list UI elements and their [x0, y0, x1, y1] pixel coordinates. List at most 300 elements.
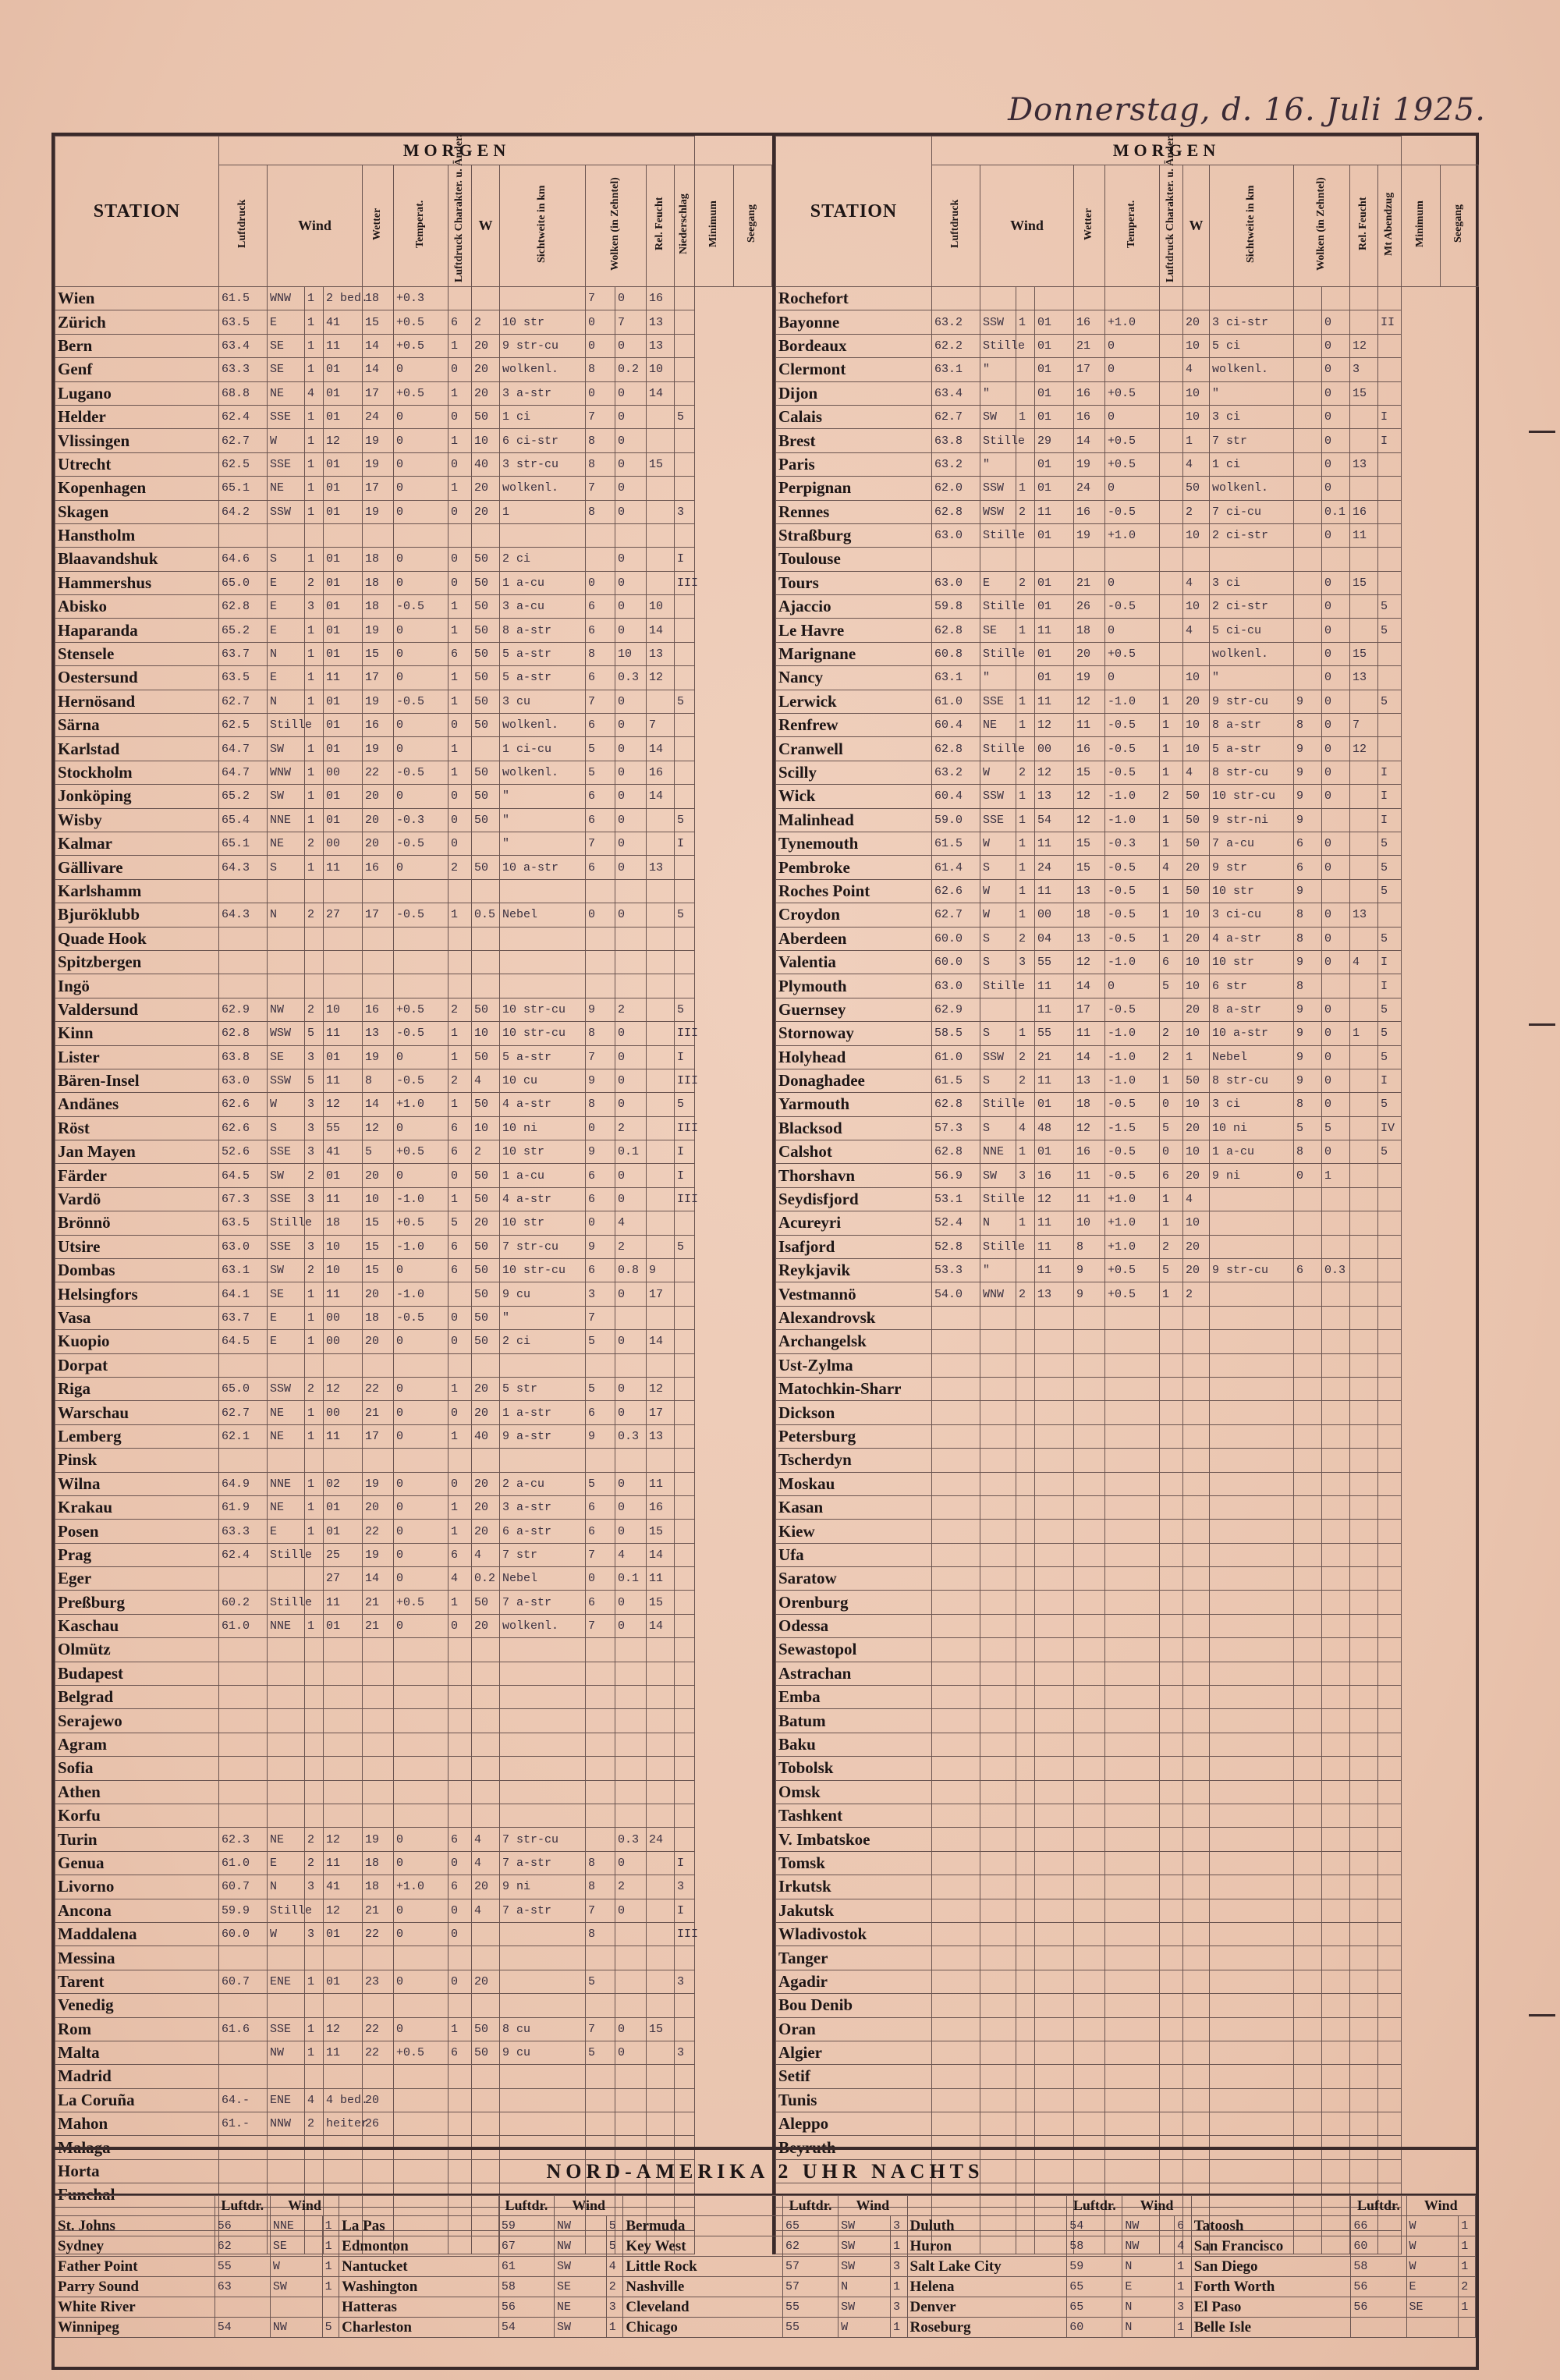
observation-cell: 0 [448, 808, 472, 832]
observation-cell: 10 [1183, 1022, 1210, 1045]
observation-cell: 2 [448, 998, 472, 1021]
observation-cell [1035, 1780, 1074, 1804]
observation-cell: Stille [268, 1899, 305, 1922]
observation-cell: 65.0 [219, 1377, 268, 1400]
table-row [55, 714, 772, 737]
observation-cell [1183, 1780, 1210, 1804]
observation-cell [1210, 1472, 1294, 1495]
observation-cell: 7 str-cu [500, 1828, 586, 1851]
observation-cell [1183, 287, 1210, 310]
observation-cell [1322, 1330, 1350, 1353]
observation-cell [1016, 1662, 1035, 1685]
na-station-name: Little Rock [623, 2257, 783, 2277]
observation-cell: 60.7 [219, 1970, 268, 1993]
observation-cell [1160, 1709, 1183, 1733]
observation-cell: 01 [324, 1970, 363, 1993]
observation-cell: 14 [1074, 974, 1105, 998]
observation-cell: -0.5 [394, 1306, 448, 1329]
observation-cell [1035, 1662, 1074, 1685]
observation-cell: 0 [1322, 1069, 1350, 1092]
observation-cell [1210, 1662, 1294, 1685]
column-header-label: Rel. Feucht [654, 197, 666, 251]
observation-cell: 0 [394, 452, 448, 476]
observation-cell: 0 [615, 1472, 647, 1495]
observation-cell [472, 1946, 500, 1970]
table-row [55, 1353, 772, 1377]
observation-cell [1035, 1804, 1074, 1828]
observation-cell [1016, 1449, 1035, 1472]
observation-cell [1160, 1733, 1183, 1756]
observation-cell: 3 [1016, 1164, 1035, 1187]
table-row [55, 2216, 1476, 2236]
observation-cell [1294, 334, 1322, 357]
observation-cell [1350, 1591, 1378, 1614]
observation-cell [615, 523, 647, 547]
observation-cell [448, 1733, 472, 1756]
observation-cell: NNW [268, 2112, 305, 2136]
observation-cell: " [500, 1306, 586, 1329]
table-row [55, 1828, 772, 1851]
observation-cell [1350, 1306, 1378, 1329]
observation-cell: 1 a-str [500, 1401, 586, 1424]
station-name: Blaavandshuk [55, 548, 219, 571]
station-name: Blacksod [776, 1116, 932, 1140]
table-row [776, 1970, 1479, 1993]
observation-cell [675, 1686, 695, 1709]
na-station-name: Duluth [907, 2216, 1067, 2236]
observation-cell: 0 [586, 334, 615, 357]
observation-cell: 6 [586, 1591, 615, 1614]
table-row [55, 1235, 772, 1258]
table-row [776, 1353, 1479, 1377]
observation-cell: 3 ci [1210, 571, 1294, 594]
observation-cell [1294, 2065, 1322, 2088]
observation-cell: Stille [268, 1543, 305, 1566]
station-name: Pembroke [776, 856, 932, 879]
observation-cell: 1 a-cu [500, 1164, 586, 1187]
station-name: Stensele [55, 642, 219, 665]
observation-cell [394, 1353, 448, 1377]
observation-cell [1378, 737, 1402, 761]
observation-cell: 62.5 [219, 452, 268, 476]
observation-cell [1294, 1899, 1322, 1922]
observation-cell [1210, 1449, 1294, 1472]
observation-cell [1035, 287, 1074, 310]
observation-cell: 11 [324, 1187, 363, 1211]
observation-cell: 1 [305, 1282, 324, 1306]
station-name: Malaga [55, 2136, 219, 2159]
na-station-name: Denver [907, 2297, 1067, 2318]
station-name: Warschau [55, 1401, 219, 1424]
observation-cell: 4 [1183, 571, 1210, 594]
observation-cell [1160, 1377, 1183, 1400]
observation-cell: 61.9 [219, 1495, 268, 1519]
observation-cell: 5 [1378, 619, 1402, 642]
observation-cell: 0.2 [472, 1567, 500, 1591]
observation-cell: 15 [363, 1259, 394, 1282]
observation-cell [675, 1614, 695, 1637]
station-name: Tashkent [776, 1804, 932, 1828]
observation-cell [324, 1709, 363, 1733]
table-row [55, 523, 772, 547]
observation-cell: 19 [363, 619, 394, 642]
observation-cell [268, 1804, 305, 1828]
observation-cell [932, 1994, 980, 2017]
table-row [776, 1259, 1479, 1282]
observation-cell: 50 [472, 595, 500, 619]
observation-cell: 20 [1183, 690, 1210, 713]
observation-cell: 20 [1183, 1235, 1210, 1258]
observation-cell [980, 1757, 1016, 1780]
observation-cell [1350, 1235, 1378, 1258]
observation-cell: 0 [1322, 429, 1350, 452]
observation-cell [1105, 1353, 1160, 1377]
observation-cell [1210, 1709, 1294, 1733]
observation-cell [1350, 1424, 1378, 1448]
observation-cell [305, 1946, 324, 1970]
observation-cell [219, 974, 268, 998]
table-row [776, 500, 1479, 523]
na-pressure: 65 [783, 2216, 838, 2236]
observation-cell: 6 [448, 1828, 472, 1851]
observation-cell [1160, 595, 1183, 619]
observation-cell [1160, 334, 1183, 357]
observation-cell: 5 [1378, 1022, 1402, 1045]
table-row [776, 548, 1479, 571]
observation-cell: 13 [1350, 452, 1378, 476]
observation-cell: 18 [363, 287, 394, 310]
observation-cell [615, 1757, 647, 1780]
column-header-label: Niederschlag [678, 193, 690, 254]
observation-cell [268, 523, 305, 547]
observation-cell [1294, 1591, 1322, 1614]
observation-cell: wolkenl. [1210, 358, 1294, 381]
observation-cell: 64.5 [219, 1330, 268, 1353]
station-name: Dijon [776, 381, 932, 405]
observation-cell [1016, 2041, 1035, 2064]
observation-cell [675, 2017, 695, 2041]
observation-cell: 8 [586, 500, 615, 523]
observation-cell: 0 [394, 1116, 448, 1140]
table-row [55, 974, 772, 998]
table-row [776, 808, 1479, 832]
observation-cell: 63.2 [932, 452, 980, 476]
na-wind-force: 3 [890, 2257, 907, 2277]
observation-cell: 62.3 [219, 1828, 268, 1851]
observation-cell: NNE [980, 1140, 1016, 1164]
station-name: Dickson [776, 1401, 932, 1424]
observation-cell [1350, 1211, 1378, 1235]
observation-cell: I [1378, 785, 1402, 808]
station-name: Wien [55, 287, 219, 310]
observation-cell: 0 [615, 1614, 647, 1637]
table-row [55, 1022, 772, 1045]
station-name: Helder [55, 405, 219, 428]
observation-cell [932, 2017, 980, 2041]
observation-cell [586, 1828, 615, 1851]
observation-cell: 1 [448, 619, 472, 642]
column-header-label: Minimum [1413, 200, 1426, 247]
observation-cell [1350, 832, 1378, 855]
observation-cell: wolkenl. [500, 714, 586, 737]
observation-cell [1294, 1520, 1322, 1543]
right-panel [772, 136, 1479, 2254]
na-pressure: 57 [783, 2277, 838, 2297]
observation-cell: Nebel [1210, 1045, 1294, 1069]
observation-cell: IV [1378, 1116, 1402, 1140]
observation-cell: 0 [615, 856, 647, 879]
na-blank-header [1191, 2196, 1351, 2216]
observation-cell [363, 1994, 394, 2017]
observation-cell: 21 [363, 1899, 394, 1922]
observation-cell [1105, 1520, 1160, 1543]
observation-cell [675, 1306, 695, 1329]
observation-cell: I [675, 1164, 695, 1187]
observation-cell [1183, 1899, 1210, 1922]
observation-cell: 18 [324, 1211, 363, 1235]
observation-cell [1105, 548, 1160, 571]
observation-cell [268, 1662, 305, 1685]
observation-cell: I [1378, 405, 1402, 428]
observation-cell: NW [268, 998, 305, 1021]
observation-cell: 17 [363, 903, 394, 927]
observation-cell: 11 [1035, 974, 1074, 998]
observation-cell: 2 [1160, 785, 1183, 808]
observation-cell [932, 1875, 980, 1899]
station-name: La Coruña [55, 2088, 219, 2112]
observation-cell [324, 879, 363, 903]
observation-cell: 0 [1322, 998, 1350, 1021]
observation-cell [615, 1353, 647, 1377]
observation-cell: 0 [394, 1543, 448, 1566]
table-row [776, 287, 1479, 310]
na-wind-direction: SW [270, 2277, 322, 2297]
table-row [776, 666, 1479, 690]
observation-cell: 4 [615, 1543, 647, 1566]
observation-cell [472, 1994, 500, 2017]
observation-cell [675, 1330, 695, 1353]
observation-cell [1378, 1662, 1402, 1685]
na-wind-direction: SE [554, 2277, 606, 2297]
observation-cell: 1 [305, 477, 324, 500]
observation-cell [1378, 381, 1402, 405]
observation-cell [219, 1353, 268, 1377]
observation-cell: +0.3 [394, 287, 448, 310]
observation-cell: 10 [1074, 1211, 1105, 1235]
observation-cell: E [268, 595, 305, 619]
column-header-label: Wetter [1083, 207, 1095, 240]
observation-cell [1016, 1543, 1035, 1566]
na-pressure: 58 [1067, 2236, 1122, 2257]
table-row [776, 1401, 1479, 1424]
observation-cell: +0.5 [1105, 1259, 1160, 1282]
table-row [55, 1922, 772, 1945]
observation-cell [1294, 1401, 1322, 1424]
observation-cell [448, 950, 472, 974]
observation-cell [1322, 1780, 1350, 1804]
station-name: Haparanda [55, 619, 219, 642]
observation-cell [980, 1330, 1016, 1353]
table-row [55, 2112, 772, 2136]
observation-cell: 5 [586, 737, 615, 761]
observation-cell: 0 [615, 1899, 647, 1922]
observation-cell [219, 1994, 268, 2017]
observation-cell: 52.4 [932, 1211, 980, 1235]
observation-cell [1210, 2088, 1294, 2112]
observation-cell: " [500, 832, 586, 855]
observation-cell [1016, 1401, 1035, 1424]
observation-cell [1378, 2088, 1402, 2112]
observation-cell: 54.0 [932, 1282, 980, 1306]
na-wind-direction: NW [554, 2216, 606, 2236]
observation-cell [1350, 477, 1378, 500]
observation-cell: -0.5 [394, 690, 448, 713]
station-name: Kopenhagen [55, 477, 219, 500]
na-wind-force: 1 [1459, 2216, 1476, 2236]
observation-cell [1350, 1875, 1378, 1899]
observation-cell: 0 [1322, 381, 1350, 405]
observation-cell: -0.5 [1105, 761, 1160, 784]
observation-cell: 1 ci-cu [500, 737, 586, 761]
observation-cell: SSW [980, 1045, 1016, 1069]
observation-cell: 16 [1350, 500, 1378, 523]
table-row [55, 1093, 772, 1116]
observation-cell: 4 [1016, 1116, 1035, 1140]
observation-cell: 4 [472, 1828, 500, 1851]
observation-cell [675, 1567, 695, 1591]
observation-cell: 11 [324, 666, 363, 690]
table-row [776, 1472, 1479, 1495]
observation-cell [1294, 642, 1322, 665]
observation-cell [675, 1543, 695, 1566]
observation-cell [615, 1804, 647, 1828]
observation-cell [500, 1709, 586, 1733]
observation-cell [1322, 1591, 1350, 1614]
observation-cell: 2 ci-str [1210, 523, 1294, 547]
observation-cell [647, 1922, 675, 1945]
observation-cell: 19 [363, 429, 394, 452]
observation-cell: 0.3 [615, 666, 647, 690]
observation-cell [615, 927, 647, 950]
na-pressure: 54 [214, 2318, 270, 2338]
observation-cell [1160, 1946, 1183, 1970]
observation-cell [219, 1449, 268, 1472]
na-wind-force: 1 [890, 2277, 907, 2297]
observation-cell: 0 [1322, 714, 1350, 737]
observation-cell [448, 1449, 472, 1472]
observation-cell: 0 [448, 832, 472, 855]
na-pressure: 54 [498, 2318, 554, 2338]
observation-cell [1074, 2017, 1105, 2041]
observation-cell: NE [268, 1424, 305, 1448]
station-name: Malta [55, 2041, 219, 2064]
observation-cell: 0 [1322, 571, 1350, 594]
table-row [776, 761, 1479, 784]
observation-cell: 11 [647, 1472, 675, 1495]
observation-cell [1322, 1733, 1350, 1756]
observation-cell [980, 1424, 1016, 1448]
observation-cell [1074, 1733, 1105, 1756]
observation-cell: 1 [448, 903, 472, 927]
observation-cell [1035, 1970, 1074, 1993]
observation-cell: 3 [675, 1970, 695, 1993]
observation-cell: 52.6 [219, 1140, 268, 1164]
observation-cell: E [268, 619, 305, 642]
observation-cell [932, 1757, 980, 1780]
observation-cell: 4 [305, 2088, 324, 2112]
observation-cell [1183, 1922, 1210, 1945]
observation-cell [1210, 1401, 1294, 1424]
station-name: Karlshamm [55, 879, 219, 903]
observation-cell: 0 [394, 571, 448, 594]
observation-cell: 0 [1322, 1140, 1350, 1164]
observation-cell: 2 [1160, 1022, 1183, 1045]
observation-cell [305, 2065, 324, 2088]
left-station-table [55, 136, 772, 2254]
na-station-name: Roseburg [907, 2318, 1067, 2338]
station-name: Genua [55, 1851, 219, 1875]
observation-cell [500, 1638, 586, 1662]
table-row [55, 737, 772, 761]
observation-cell: 50 [1183, 832, 1210, 855]
observation-cell [1322, 1946, 1350, 1970]
observation-cell: 0 [1105, 666, 1160, 690]
observation-cell: 0 [394, 1424, 448, 1448]
observation-cell [1350, 690, 1378, 713]
observation-cell: 3 [305, 1140, 324, 1164]
observation-cell: 8 [586, 1093, 615, 1116]
observation-cell: SW [268, 1259, 305, 1282]
observation-cell: 20 [472, 1970, 500, 1993]
observation-cell: 0 [1322, 950, 1350, 974]
observation-cell [1378, 1259, 1402, 1282]
table-row [776, 2065, 1479, 2088]
observation-cell: 17 [647, 1401, 675, 1424]
observation-cell: 0 [1322, 785, 1350, 808]
na-pressure: 56 [498, 2297, 554, 2318]
observation-cell: 01 [324, 1922, 363, 1945]
na-wind-header: Wind [1406, 2196, 1476, 2216]
na-pressure: 59 [1067, 2257, 1122, 2277]
observation-cell [472, 1757, 500, 1780]
observation-cell [1105, 2065, 1160, 2088]
observation-cell [1294, 1449, 1322, 1472]
observation-cell [1105, 1472, 1160, 1495]
observation-cell [1294, 1424, 1322, 1448]
observation-cell: NE [268, 832, 305, 855]
observation-cell: NE [268, 477, 305, 500]
observation-cell [1378, 1994, 1402, 2017]
station-name: Reykjavik [776, 1259, 932, 1282]
observation-cell [1183, 1424, 1210, 1448]
observation-cell [1294, 1804, 1322, 1828]
station-name: Kaschau [55, 1614, 219, 1637]
table-row [55, 1591, 772, 1614]
observation-cell [1294, 571, 1322, 594]
observation-cell: 3 [305, 1116, 324, 1140]
observation-cell: +1.0 [394, 1875, 448, 1899]
observation-cell: 10 a-str [1210, 1022, 1294, 1045]
observation-cell: 6 a-str [500, 1520, 586, 1543]
observation-cell: 3 ci [1210, 405, 1294, 428]
observation-cell: 50 [472, 761, 500, 784]
observation-cell: 10 [324, 1235, 363, 1258]
observation-cell: 0 [448, 1306, 472, 1329]
column-header [363, 165, 394, 287]
observation-cell [675, 1591, 695, 1614]
observation-cell: 5 [1322, 1116, 1350, 1140]
observation-cell [647, 1899, 675, 1922]
